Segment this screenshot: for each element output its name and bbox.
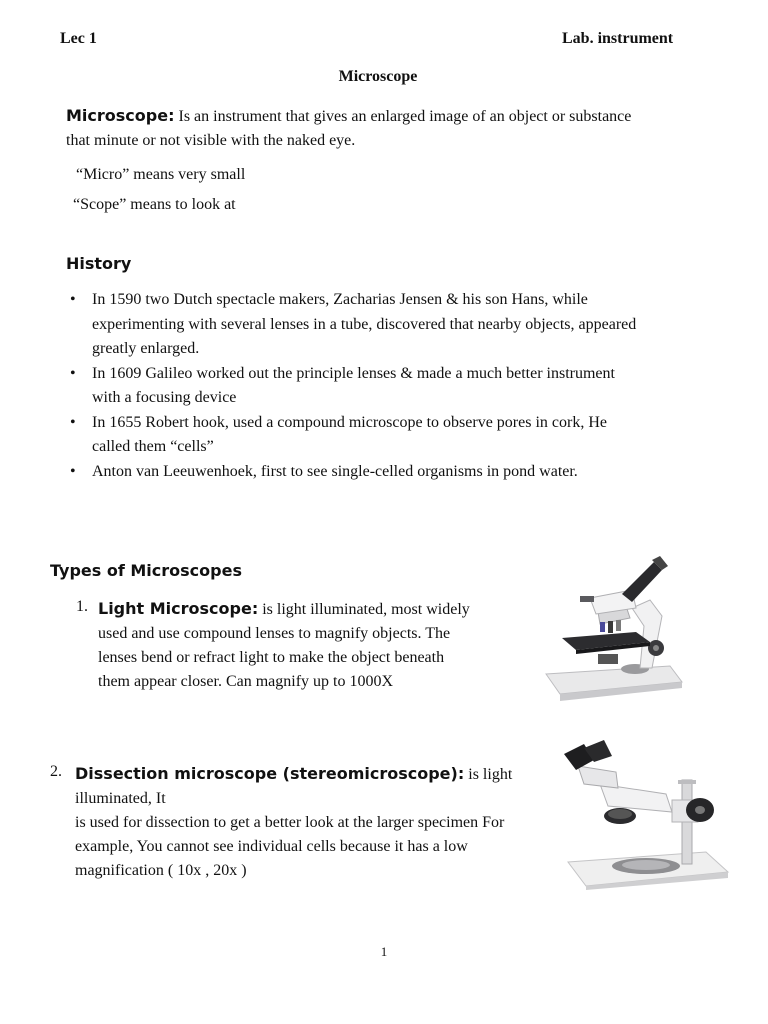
dissection-microscope-text: Dissection microscope (stereomicroscope): is light illuminated, It is used for dissection to get a better look at the larger specimen For example, You cannot see individual cells because it has a low magnification ( 10x , 20x ) — [75, 764, 513, 879]
history-list — [66, 288, 706, 484]
bullet-icon: • — [70, 291, 76, 308]
history-heading: History — [66, 254, 132, 273]
item-number-1: 1. — [76, 598, 88, 615]
item-number-2: 2. — [50, 763, 62, 780]
etymology-scope: “Scope” means to look at — [73, 196, 236, 213]
bullet-icon: • — [70, 462, 76, 480]
header-lecture: Lec 1 — [60, 30, 97, 47]
list-item: • Anton van Leeuwenhoek, first to see single-celled organisms in pond water. — [66, 460, 706, 485]
dissection-microscope-term: Dissection microscope (stereomicroscope): — [75, 764, 465, 783]
light-microscope-text: Light Microscope: is light illuminated, most widely used and use compound lenses to magnify objects. The lenses bend or refract light to make the object beneath them appear closer. Can magnify up to 1000X — [98, 599, 470, 690]
types-heading: Types of Microscopes — [50, 561, 242, 580]
list-item: • In 1590 two Dutch spectacle makers, Zacharias Jensen & his son Hans, while experimenting with several lenses in a tube, discovered that nearby objects, appeared greatly enlarged. — [66, 288, 706, 362]
definition-text-line1: Is an instrument that gives an enlarged image of an object or substance — [178, 108, 632, 125]
page-number: 1 — [380, 944, 388, 959]
list-item: • In 1655 Robert hook, used a compound microscope to observe pores in cork, He called them “cells” — [66, 411, 706, 460]
list-item: • In 1609 Galileo worked out the principle lenses & made a much better instrument with a focusing device — [66, 362, 706, 411]
page-title: Microscope — [338, 68, 418, 85]
definition-term: Microscope: — [66, 106, 175, 125]
dissection-microscope-image — [560, 740, 732, 890]
definition-paragraph — [66, 104, 726, 153]
light-microscope-image — [540, 556, 686, 708]
bullet-icon: • — [70, 413, 76, 431]
bullet-icon: • — [70, 364, 76, 382]
etymology-micro: “Micro” means very small — [76, 166, 246, 183]
definition-text-line2: that minute or not visible with the naked eye. — [66, 132, 356, 149]
light-microscope-term: Light Microscope: — [98, 599, 259, 618]
header-subject: Lab. instrument — [562, 30, 674, 47]
